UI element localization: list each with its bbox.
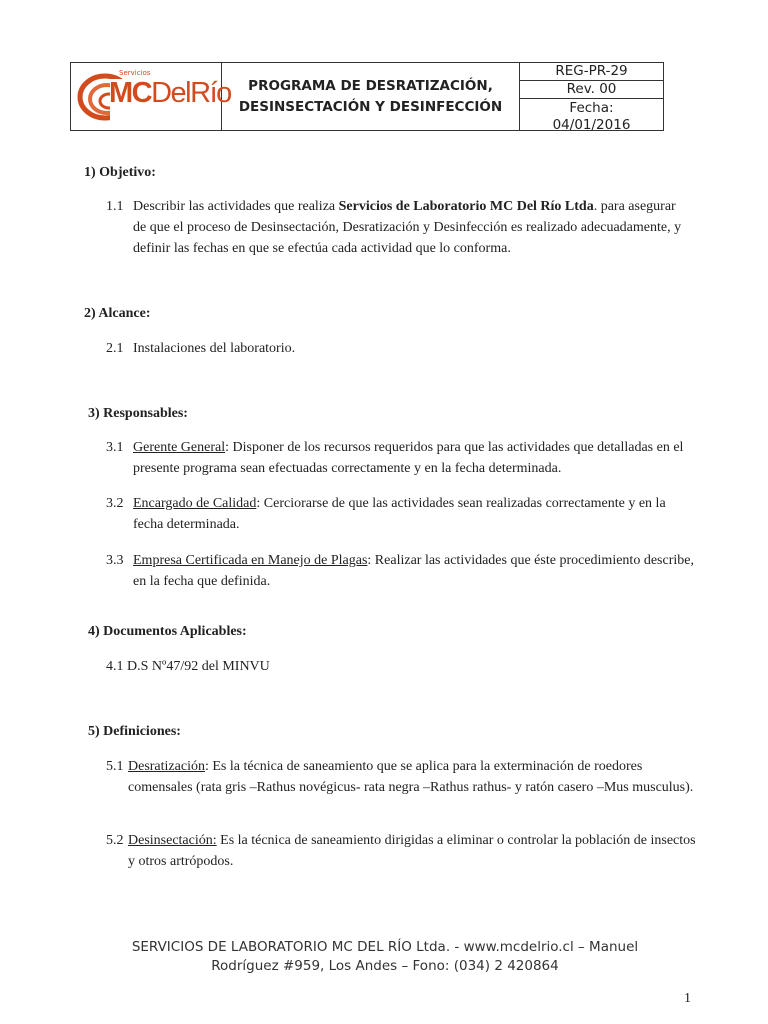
item-3-1: 3.1 Gerente General: Disponer de los recursos requeridos para que las actividades que detalladas en el presente programa sean efectuadas correctamente y en la fecha determinada. [106, 440, 684, 476]
term-desratizacion: Desratización [128, 759, 205, 774]
term-calidad: Encargado de Calidad [133, 496, 257, 511]
section-definiciones: 5) Definiciones: [88, 724, 181, 739]
item-5-2: 5.2 Desinsectación: Es la técnica de saneamiento dirigidas a eliminar o controlar la población de insectos y otros artrópodos. [106, 833, 696, 869]
company-name: Servicios de Laboratorio MC Del Río Ltda [338, 199, 594, 214]
revision: Rev. 00 [520, 81, 663, 99]
item-5-1: 5.1 Desratización: Es la técnica de saneamiento que se aplica para la exterminación de roedores comensales (rata gris –Rathus novégicus- rata negra –Rathus rathus- y ratón casero –Mus musculus). [106, 759, 694, 795]
term-desinsectacion: Desinsectación: [128, 833, 217, 848]
footer-line-1: SERVICIOS DE LABORATORIO MC DEL RÍO Ltda. - www.mcdelrio.cl – Manuel [131, 939, 639, 955]
document-header [70, 62, 664, 131]
term-gerente: Gerente General [133, 440, 226, 455]
title-line-1: PROGRAMA DE DESRATIZACIÓN, [248, 77, 493, 94]
page-number: 1 [684, 991, 691, 1006]
document-title [222, 63, 520, 130]
section-responsables: 3) Responsables: [88, 406, 188, 421]
item-3-2: 3.2 Encargado de Calidad: Cerciorarse de que las actividades sean realizadas correctamente y en la fecha determinada. [106, 496, 666, 532]
section-objetivo: 1) Objetivo: [84, 165, 156, 180]
logo-services-text: Servicios [119, 69, 151, 77]
term-empresa: Empresa Certificada en Manejo de Plagas [133, 553, 368, 568]
item-1-1: 1.1 Describir las actividades que realiza Servicios de Laboratorio MC Del Río Ltda. para asegurar de que el proceso de Desinsectación, Desratización y Desinfección es realizado adecuadamente, y definir las fechas en que se efectúa cada actividad que lo conforma. [106, 199, 682, 256]
company-logo [71, 63, 231, 130]
date-cell: Fecha: 04/01/2016 [552, 100, 631, 133]
footer-line-2: Rodríguez #959, Los Andes – Fono: (034) 2 420864 [211, 958, 559, 974]
item-2-1: 2.1 Instalaciones del laboratorio. [106, 341, 296, 356]
document-meta [520, 63, 663, 133]
section-alcance: 2) Alcance: [84, 306, 151, 321]
reg-code: REG-PR-29 [520, 63, 663, 81]
page-footer [60, 938, 710, 976]
item-4-1: 4.1 D.S Nº47/92 del MINVU [106, 659, 270, 674]
item-3-3: 3.3 Empresa Certificada en Manejo de Plagas: Realizar las actividades que éste procedimiento describe, en la fecha que definida. [106, 553, 694, 589]
section-documentos: 4) Documentos Aplicables: [88, 624, 247, 639]
title-line-2: DESINSECTACIÓN Y DESINFECCIÓN [238, 98, 503, 115]
logo-wordmark: MCDelRío [109, 77, 231, 109]
